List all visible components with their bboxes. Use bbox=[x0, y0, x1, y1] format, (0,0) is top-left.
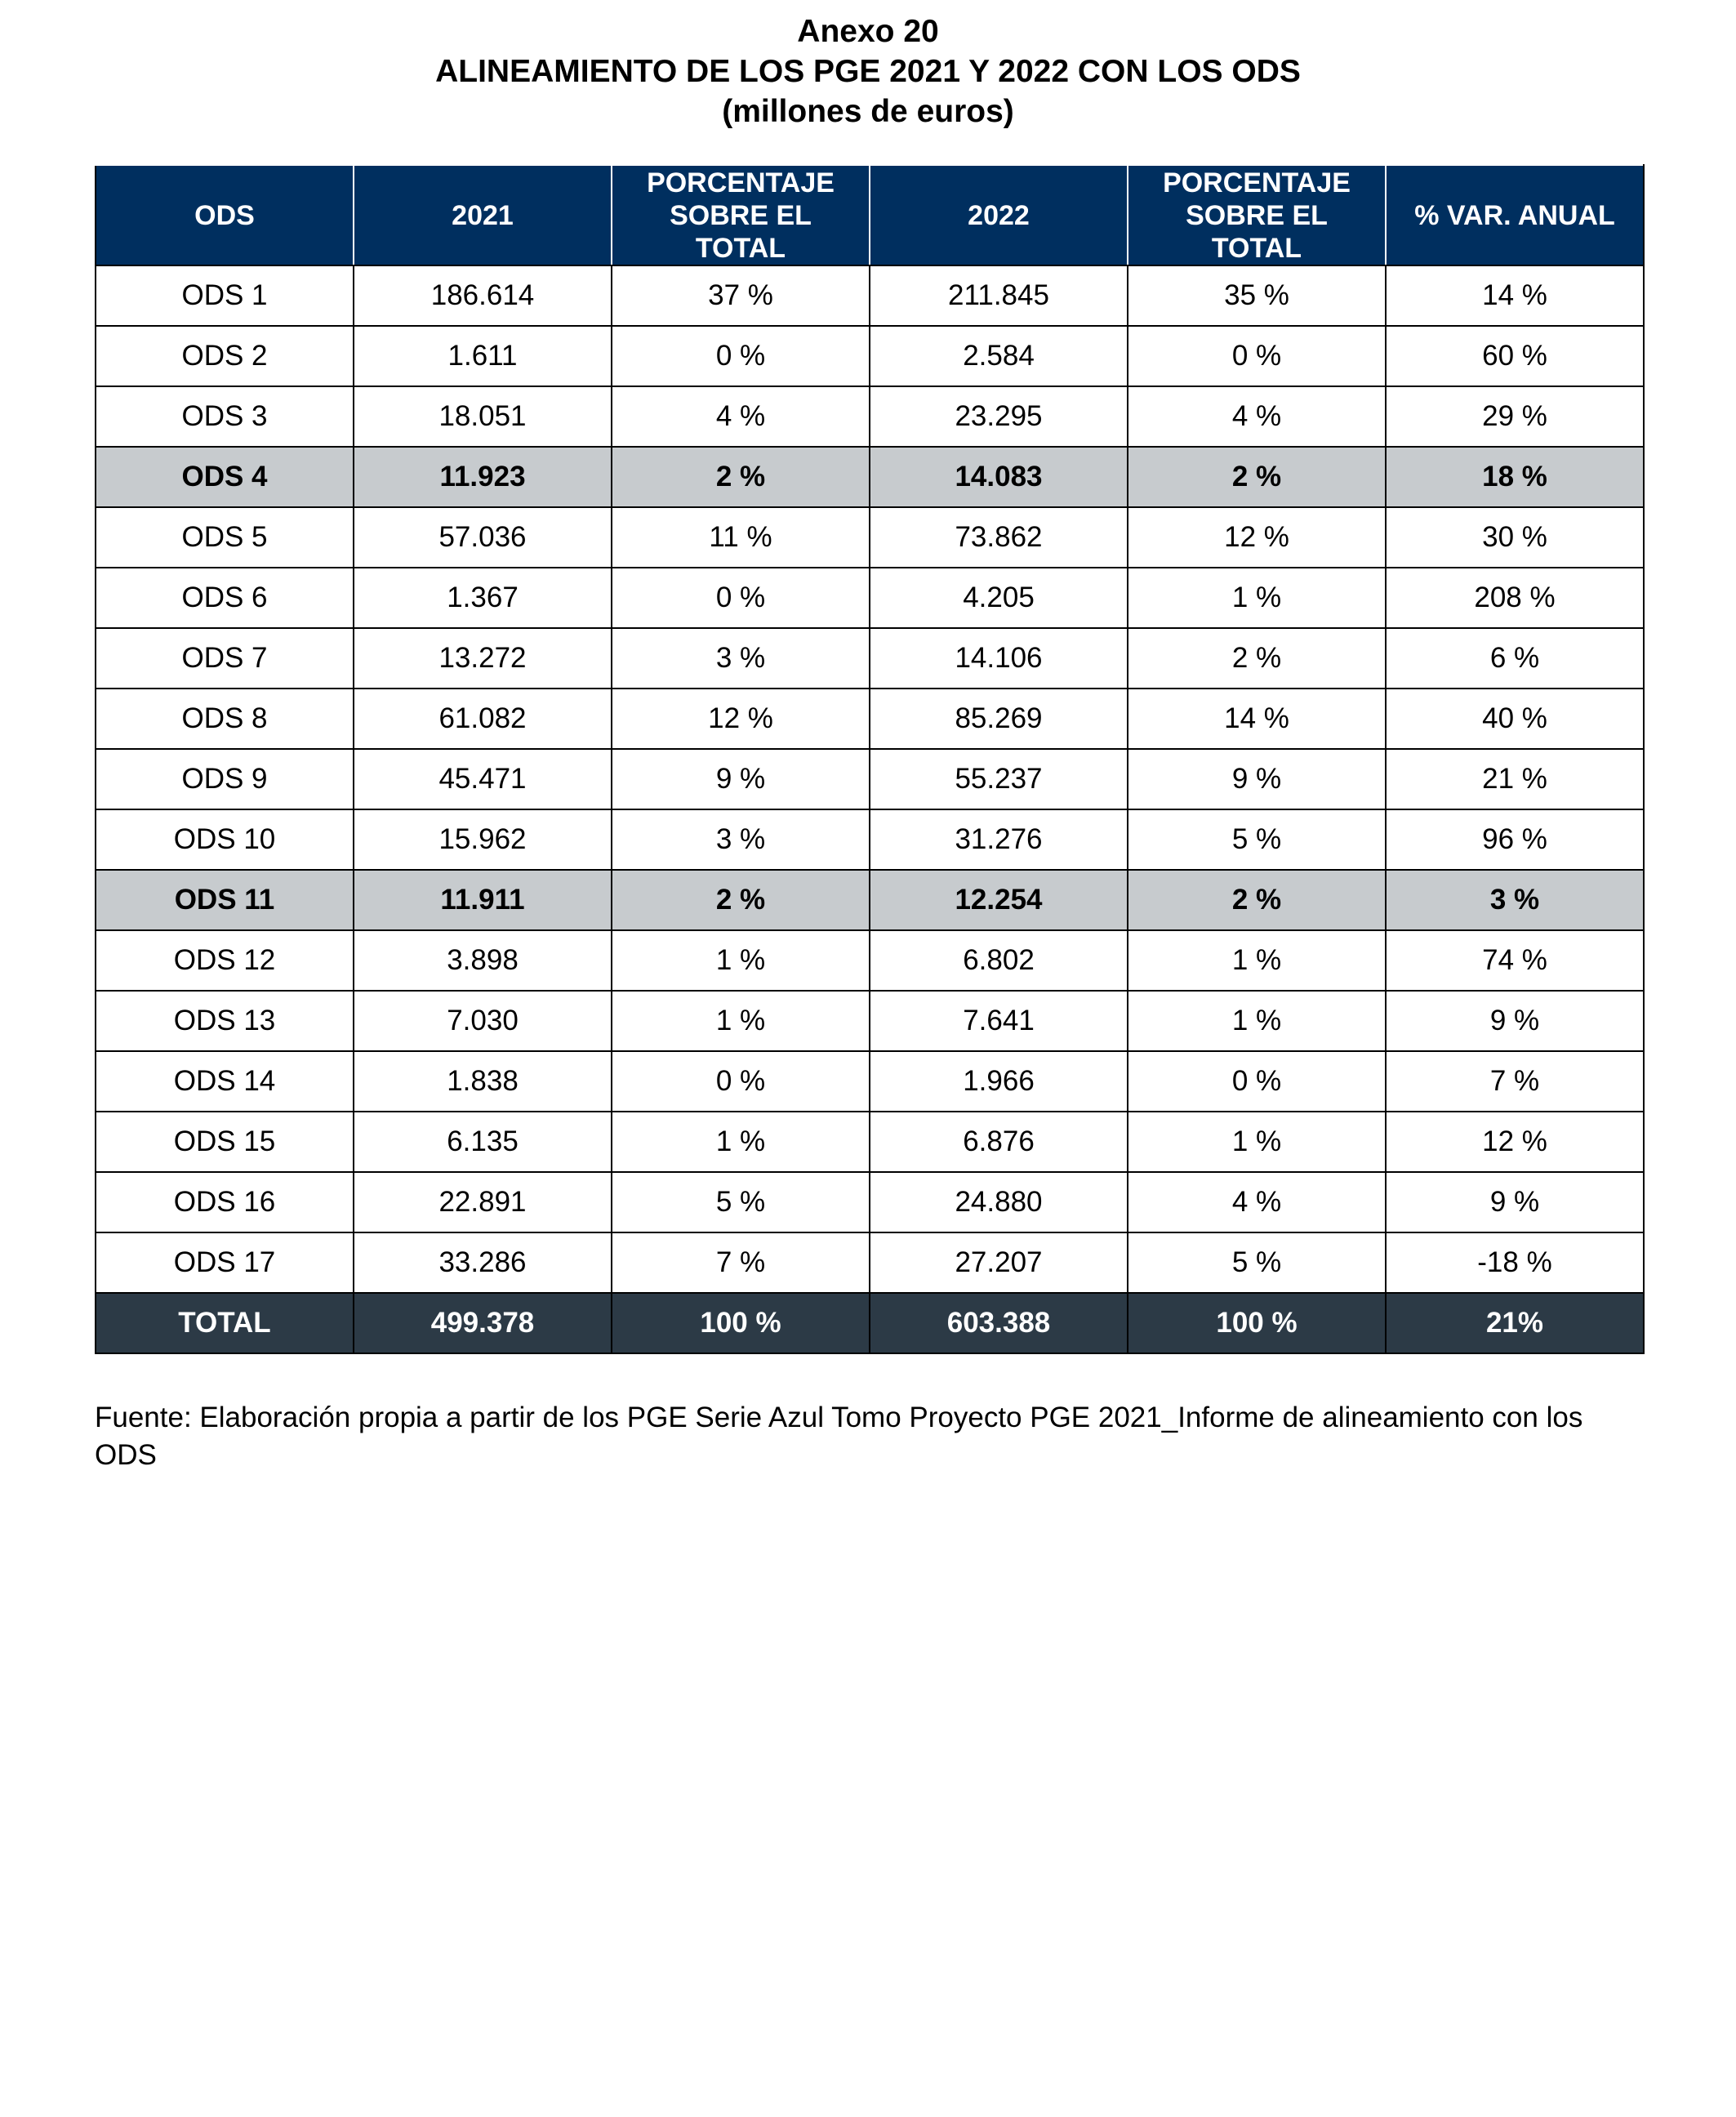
cell-percent-2022: 0 % bbox=[1128, 326, 1386, 386]
source-note: Fuente: Elaboración propia a partir de los PGE Serie Azul Tomo Proyecto PGE 2021_Informe de alineamiento con los ODS bbox=[95, 1402, 1583, 1471]
cell-2022: 6.802 bbox=[870, 930, 1128, 991]
table-row bbox=[96, 568, 1644, 628]
cell-percent-2022: 2 % bbox=[1128, 447, 1386, 507]
cell-annual-variation: 12 % bbox=[1386, 1112, 1644, 1172]
cell-2021: 61.082 bbox=[354, 689, 612, 749]
table-row bbox=[96, 507, 1644, 568]
cell-ods: ODS 13 bbox=[96, 991, 354, 1051]
cell-2022: 6.876 bbox=[870, 1112, 1128, 1172]
cell-2022: 1.966 bbox=[870, 1051, 1128, 1112]
table-row bbox=[96, 930, 1644, 991]
cell-percent-2022: 1 % bbox=[1128, 991, 1386, 1051]
header-annual-variation: % VAR. ANUAL bbox=[1386, 165, 1644, 265]
cell-2021: 3.898 bbox=[354, 930, 612, 991]
cell-annual-variation: 14 % bbox=[1386, 265, 1644, 326]
cell-percent-2021: 1 % bbox=[612, 1112, 870, 1172]
cell-ods: ODS 3 bbox=[96, 386, 354, 447]
cell-ods: ODS 1 bbox=[96, 265, 354, 326]
cell-percent-2021: 11 % bbox=[612, 507, 870, 568]
cell-2022: 4.205 bbox=[870, 568, 1128, 628]
cell-annual-variation: 7 % bbox=[1386, 1051, 1644, 1112]
cell-2022: 23.295 bbox=[870, 386, 1128, 447]
cell-2021: 1.838 bbox=[354, 1051, 612, 1112]
units-subtitle: (millones de euros) bbox=[722, 94, 1014, 129]
table-row bbox=[96, 1112, 1644, 1172]
table-title: ALINEAMIENTO DE LOS PGE 2021 Y 2022 CON LOS ODS bbox=[435, 54, 1301, 89]
header-percent-2021: PORCENTAJE SOBRE EL TOTAL bbox=[612, 165, 870, 265]
cell-2022: 55.237 bbox=[870, 749, 1128, 809]
cell-2021: 18.051 bbox=[354, 386, 612, 447]
cell-2021: 45.471 bbox=[354, 749, 612, 809]
cell-percent-2021: 4 % bbox=[612, 386, 870, 447]
cell-ods: ODS 5 bbox=[96, 507, 354, 568]
cell-percent-2021: 1 % bbox=[612, 930, 870, 991]
cell-percent-2021: 2 % bbox=[612, 447, 870, 507]
cell-2021: 57.036 bbox=[354, 507, 612, 568]
cell-annual-variation: 3 % bbox=[1386, 870, 1644, 930]
cell-2022: 73.862 bbox=[870, 507, 1128, 568]
cell-annual-variation: 30 % bbox=[1386, 507, 1644, 568]
cell-2021: 186.614 bbox=[354, 265, 612, 326]
cell-2021: 1.367 bbox=[354, 568, 612, 628]
cell-2022: 27.207 bbox=[870, 1232, 1128, 1293]
cell-percent-2022: 1 % bbox=[1128, 1112, 1386, 1172]
cell-2021: 7.030 bbox=[354, 991, 612, 1051]
cell-annual-variation: 96 % bbox=[1386, 809, 1644, 870]
cell-2022: 14.106 bbox=[870, 628, 1128, 689]
cell-percent-2022: 5 % bbox=[1128, 1232, 1386, 1293]
cell-annual-variation: 74 % bbox=[1386, 930, 1644, 991]
cell-annual-variation: -18 % bbox=[1386, 1232, 1644, 1293]
cell-percent-2021: 0 % bbox=[612, 1051, 870, 1112]
cell-percent-2021: 0 % bbox=[612, 326, 870, 386]
cell-2021: 22.891 bbox=[354, 1172, 612, 1232]
table-row bbox=[96, 809, 1644, 870]
cell-percent-2022: 4 % bbox=[1128, 386, 1386, 447]
cell-2021: 11.923 bbox=[354, 447, 612, 507]
cell-annual-variation: 21 % bbox=[1386, 749, 1644, 809]
cell-percent-2021: 7 % bbox=[612, 1232, 870, 1293]
table-row bbox=[96, 265, 1644, 326]
cell-ods: ODS 17 bbox=[96, 1232, 354, 1293]
cell-ods: ODS 8 bbox=[96, 689, 354, 749]
table-row bbox=[96, 749, 1644, 809]
cell-percent-2021: 2 % bbox=[612, 870, 870, 930]
total-percent-2021: 100 % bbox=[612, 1293, 870, 1353]
cell-percent-2022: 35 % bbox=[1128, 265, 1386, 326]
table-row bbox=[96, 1232, 1644, 1293]
cell-percent-2021: 12 % bbox=[612, 689, 870, 749]
header-percent-2022: PORCENTAJE SOBRE EL TOTAL bbox=[1128, 165, 1386, 265]
cell-ods: ODS 2 bbox=[96, 326, 354, 386]
cell-2021: 15.962 bbox=[354, 809, 612, 870]
table-row bbox=[96, 689, 1644, 749]
cell-2021: 13.272 bbox=[354, 628, 612, 689]
cell-2022: 2.584 bbox=[870, 326, 1128, 386]
cell-2021: 6.135 bbox=[354, 1112, 612, 1172]
cell-ods: ODS 14 bbox=[96, 1051, 354, 1112]
cell-annual-variation: 208 % bbox=[1386, 568, 1644, 628]
table-row bbox=[96, 991, 1644, 1051]
cell-percent-2022: 1 % bbox=[1128, 568, 1386, 628]
cell-percent-2022: 4 % bbox=[1128, 1172, 1386, 1232]
document-title bbox=[0, 11, 1736, 131]
cell-2021: 1.611 bbox=[354, 326, 612, 386]
table-row bbox=[96, 1051, 1644, 1112]
total-row bbox=[96, 1293, 1644, 1353]
cell-ods: ODS 7 bbox=[96, 628, 354, 689]
cell-percent-2021: 3 % bbox=[612, 809, 870, 870]
ods-alignment-table bbox=[95, 164, 1645, 1354]
cell-2022: 12.254 bbox=[870, 870, 1128, 930]
cell-annual-variation: 60 % bbox=[1386, 326, 1644, 386]
cell-percent-2021: 5 % bbox=[612, 1172, 870, 1232]
header-row bbox=[96, 165, 1644, 265]
cell-2022: 31.276 bbox=[870, 809, 1128, 870]
cell-percent-2021: 37 % bbox=[612, 265, 870, 326]
cell-2021: 11.911 bbox=[354, 870, 612, 930]
total-2022: 603.388 bbox=[870, 1293, 1128, 1353]
cell-percent-2022: 0 % bbox=[1128, 1051, 1386, 1112]
table-row bbox=[96, 386, 1644, 447]
cell-ods: ODS 10 bbox=[96, 809, 354, 870]
header-ods: ODS bbox=[96, 165, 354, 265]
cell-percent-2021: 0 % bbox=[612, 568, 870, 628]
table-row bbox=[96, 1172, 1644, 1232]
cell-percent-2022: 9 % bbox=[1128, 749, 1386, 809]
cell-percent-2022: 14 % bbox=[1128, 689, 1386, 749]
total-label: TOTAL bbox=[96, 1293, 354, 1353]
cell-percent-2022: 5 % bbox=[1128, 809, 1386, 870]
cell-2022: 7.641 bbox=[870, 991, 1128, 1051]
cell-annual-variation: 9 % bbox=[1386, 1172, 1644, 1232]
table-row bbox=[96, 628, 1644, 689]
cell-2022: 24.880 bbox=[870, 1172, 1128, 1232]
table-row-highlighted bbox=[96, 870, 1644, 930]
cell-ods: ODS 15 bbox=[96, 1112, 354, 1172]
cell-percent-2022: 12 % bbox=[1128, 507, 1386, 568]
cell-annual-variation: 18 % bbox=[1386, 447, 1644, 507]
cell-percent-2022: 2 % bbox=[1128, 870, 1386, 930]
cell-ods: ODS 4 bbox=[96, 447, 354, 507]
total-2021: 499.378 bbox=[354, 1293, 612, 1353]
header-2022: 2022 bbox=[870, 165, 1128, 265]
cell-percent-2022: 1 % bbox=[1128, 930, 1386, 991]
cell-2022: 85.269 bbox=[870, 689, 1128, 749]
cell-percent-2022: 2 % bbox=[1128, 628, 1386, 689]
cell-annual-variation: 9 % bbox=[1386, 991, 1644, 1051]
cell-annual-variation: 40 % bbox=[1386, 689, 1644, 749]
cell-percent-2021: 9 % bbox=[612, 749, 870, 809]
annex-label: Anexo 20 bbox=[797, 14, 939, 49]
table-row-highlighted bbox=[96, 447, 1644, 507]
cell-2022: 211.845 bbox=[870, 265, 1128, 326]
cell-ods: ODS 9 bbox=[96, 749, 354, 809]
cell-percent-2021: 1 % bbox=[612, 991, 870, 1051]
cell-ods: ODS 11 bbox=[96, 870, 354, 930]
header-2021: 2021 bbox=[354, 165, 612, 265]
cell-annual-variation: 29 % bbox=[1386, 386, 1644, 447]
cell-ods: ODS 6 bbox=[96, 568, 354, 628]
table-row bbox=[96, 326, 1644, 386]
cell-2022: 14.083 bbox=[870, 447, 1128, 507]
total-annual-variation: 21% bbox=[1386, 1293, 1644, 1353]
cell-annual-variation: 6 % bbox=[1386, 628, 1644, 689]
total-percent-2022: 100 % bbox=[1128, 1293, 1386, 1353]
cell-2021: 33.286 bbox=[354, 1232, 612, 1293]
cell-ods: ODS 16 bbox=[96, 1172, 354, 1232]
cell-percent-2021: 3 % bbox=[612, 628, 870, 689]
cell-ods: ODS 12 bbox=[96, 930, 354, 991]
